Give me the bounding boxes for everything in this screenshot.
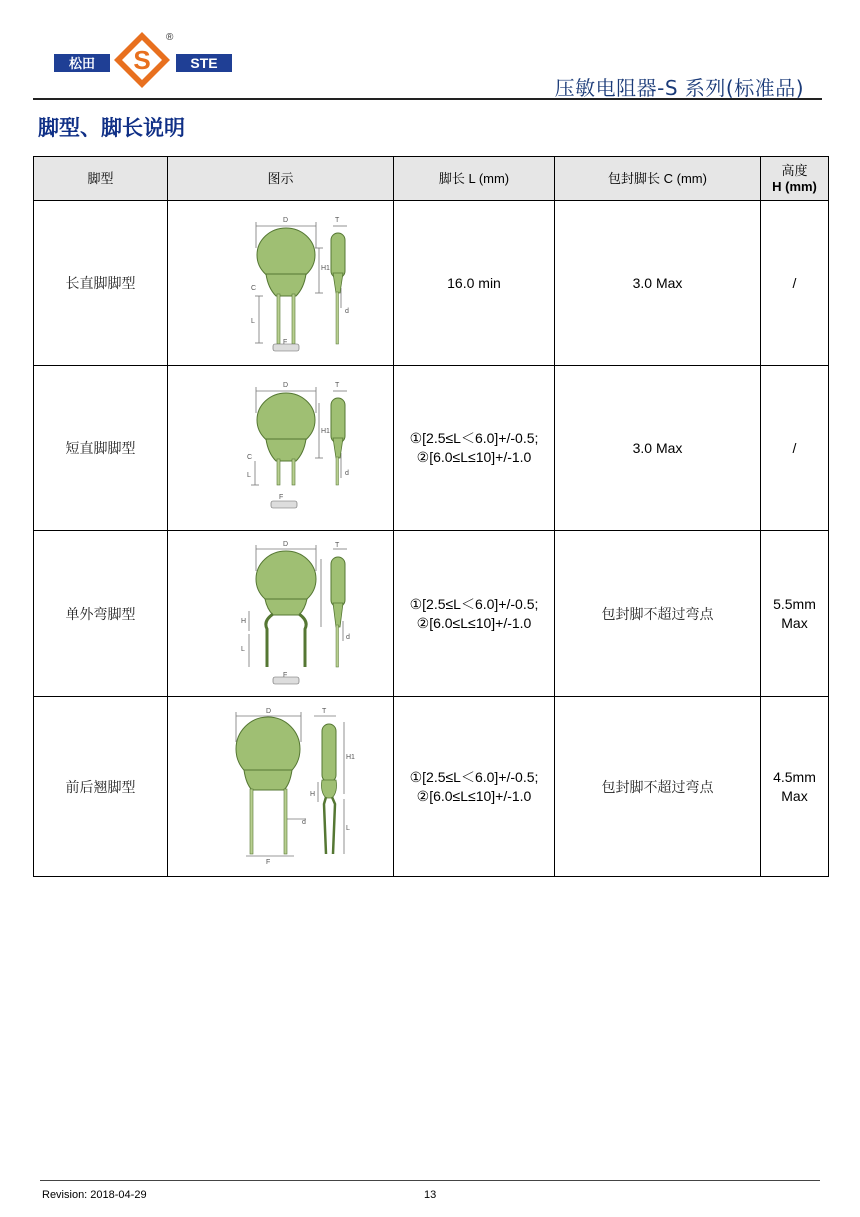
svg-text:F: F <box>282 671 287 679</box>
lead-length-line2: ②[6.0≤L≤10]+/-1.0 <box>416 787 532 804</box>
header-package-lead: 包封脚长 C (mm) <box>555 157 761 201</box>
figure-cell <box>168 201 394 366</box>
header-height-line2: H (mm) <box>772 178 817 194</box>
table-row <box>34 697 829 877</box>
lead-length-line1: 16.0 min <box>447 274 501 291</box>
svg-text:D: D <box>282 217 288 224</box>
table-header-row <box>34 157 829 201</box>
table-row <box>34 201 829 366</box>
svg-text:F: F <box>265 859 270 866</box>
package-lead-cell: 包封脚不超过弯点 <box>555 531 761 697</box>
header-divider <box>33 98 822 100</box>
svg-text:H1: H1 <box>345 754 355 761</box>
lead-length-cell <box>394 697 555 877</box>
lead-length-line1: ①[2.5≤L＜6.0]+/-0.5; <box>409 768 539 785</box>
svg-text:D: D <box>282 540 288 548</box>
logo-emblem-icon <box>114 32 170 88</box>
lead-length-line1: ①[2.5≤L＜6.0]+/-0.5; <box>409 430 539 446</box>
svg-text:C: C <box>246 454 252 461</box>
figure-cell <box>168 697 394 877</box>
svg-text:d: d <box>301 819 306 826</box>
height-line2: Max <box>781 614 808 631</box>
height-cell <box>761 366 829 531</box>
figure-cell <box>168 366 394 531</box>
svg-text:T: T <box>334 217 339 224</box>
package-lead-cell: 包封脚不超过弯点 <box>555 697 761 877</box>
svg-text:L: L <box>240 645 245 653</box>
header-type: 脚型 <box>34 157 168 201</box>
svg-text:d: d <box>344 308 349 315</box>
registered-mark: ® <box>166 32 174 43</box>
table-row <box>34 531 829 697</box>
svg-text:F: F <box>282 339 287 346</box>
svg-text:T: T <box>321 708 326 715</box>
lead-type-name: 单外弯脚型 <box>34 531 168 697</box>
lead-type-name: 长直脚脚型 <box>34 201 168 366</box>
lead-length-cell <box>394 531 555 697</box>
svg-text:T: T <box>334 382 339 389</box>
svg-text:H: H <box>240 617 246 625</box>
svg-text:T: T <box>334 541 339 549</box>
package-lead-cell: 3.0 Max <box>555 201 761 366</box>
height-line1: / <box>792 439 797 456</box>
logo-left-text: 松田 <box>68 56 96 71</box>
document-header-title: 压敏电阻器-S 系列(标准品) <box>554 76 804 100</box>
svg-text:d: d <box>345 633 350 641</box>
revision-date: Revision: 2018-04-29 <box>42 1189 147 1201</box>
svg-text:D: D <box>282 382 288 389</box>
svg-text:L: L <box>345 825 350 832</box>
height-line1: 5.5mm <box>773 595 816 612</box>
height-cell <box>761 201 829 366</box>
svg-text:H1: H1 <box>320 428 330 435</box>
long-straight-lead-diagram-icon <box>211 208 351 358</box>
header-figure: 图示 <box>168 157 394 201</box>
logo-right-text: STE <box>190 55 218 71</box>
page-number: 13 <box>424 1189 437 1201</box>
lead-type-name: 前后翘脚型 <box>34 697 168 877</box>
table-row <box>34 366 829 531</box>
lead-length-line1: ①[2.5≤L＜6.0]+/-0.5; <box>409 595 539 612</box>
short-straight-lead-diagram-icon <box>211 373 351 523</box>
figure-cell <box>168 531 394 697</box>
lead-length-cell <box>394 366 555 531</box>
svg-text:D: D <box>265 708 271 715</box>
height-cell <box>761 697 829 877</box>
svg-text:F: F <box>278 494 283 501</box>
single-outer-kink-lead-diagram-icon <box>211 539 351 689</box>
lead-length-cell <box>394 201 555 366</box>
company-logo <box>52 30 234 90</box>
footer-divider <box>40 1180 820 1181</box>
lead-length-line2: ②[6.0≤L≤10]+/-1.0 <box>416 614 532 631</box>
svg-text:H: H <box>309 791 315 798</box>
header-height <box>761 157 829 201</box>
svg-text:d: d <box>344 470 349 477</box>
svg-text:S: S <box>133 45 151 75</box>
svg-text:H1: H1 <box>320 265 330 272</box>
svg-text:L: L <box>250 318 255 325</box>
lead-type-name: 短直脚脚型 <box>34 366 168 531</box>
header-lead-length: 脚长 L (mm) <box>394 157 555 201</box>
lead-type-table <box>33 156 829 877</box>
svg-text:L: L <box>246 472 251 479</box>
lead-length-line2: ②[6.0≤L≤10]+/-1.0 <box>416 449 532 465</box>
height-line2: Max <box>781 787 808 804</box>
front-back-kink-lead-diagram-icon <box>206 704 356 869</box>
section-title: 脚型、脚长说明 <box>38 116 185 140</box>
height-cell <box>761 531 829 697</box>
height-line1: / <box>792 274 797 291</box>
height-line1: 4.5mm <box>773 768 816 785</box>
svg-text:C: C <box>250 285 256 292</box>
package-lead-cell: 3.0 Max <box>555 366 761 531</box>
header-height-line1: 高度 <box>781 162 808 178</box>
